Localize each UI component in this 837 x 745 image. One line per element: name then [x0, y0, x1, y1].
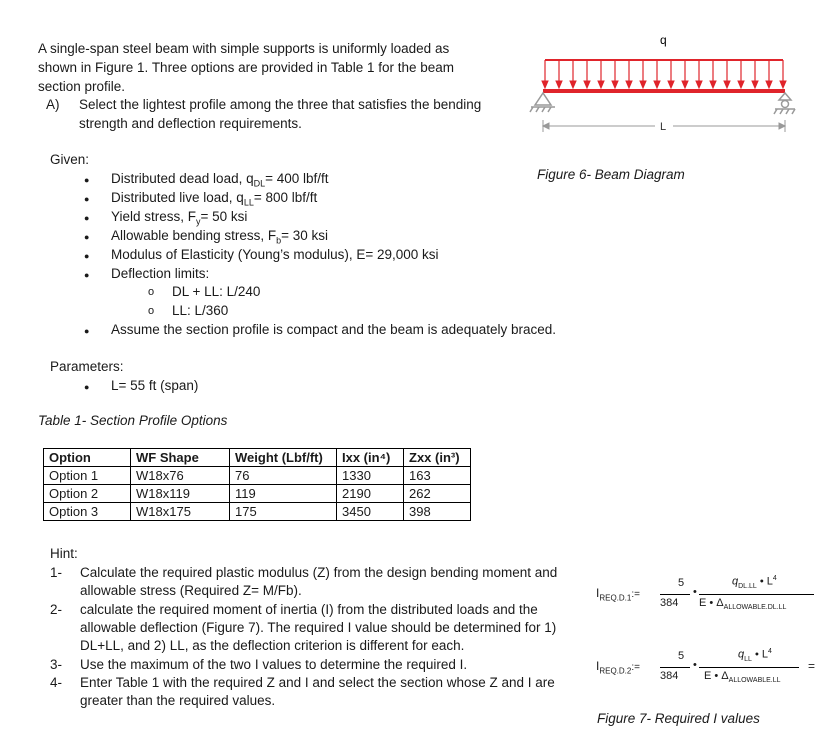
intro-line-2: shown in Figure 1. Three options are provided in Table 1 for the beam: [38, 60, 455, 75]
hint-step-number: 3-: [50, 657, 63, 672]
given-item-e: ● Modulus of Elasticity (Young’s modulus), E= 29,000 ksi: [111, 246, 439, 264]
table-cell: 3450: [337, 503, 404, 521]
load-arrowhead: [724, 81, 730, 88]
table-cell: Option 3: [44, 503, 131, 521]
table-cell: 1330: [337, 467, 404, 485]
load-arrowhead: [542, 81, 548, 88]
intro-line-1: A single-span steel beam with simple supports is uniformly loaded as: [38, 41, 450, 56]
hint-step-line: greater than the required values.: [80, 693, 276, 708]
given-item-deflection: ● Deflection limits:: [111, 265, 209, 283]
load-arrowhead: [710, 81, 716, 88]
eq2-lhs: $I_{REQ.D.2}:=$: [596, 659, 640, 676]
table-cell: 262: [404, 485, 471, 503]
hint-step-line: calculate the required moment of inertia (I) from the distributed loads and the: [80, 602, 538, 617]
table-row: [44, 467, 471, 485]
load-arrowhead: [738, 81, 744, 88]
table-cell: 163: [404, 467, 471, 485]
load-arrowhead: [598, 81, 604, 88]
eq2-bar: [699, 667, 799, 668]
load-arrowhead: [682, 81, 688, 88]
hint-step-line: DL+LL, and 2) LL, as the deflection criterion is different for each.: [80, 638, 465, 653]
load-arrowhead: [780, 81, 786, 88]
given-item-fy: ● Yield stress, $F_y= 50$ ksi: [111, 208, 247, 231]
hint-step-line: Calculate the required plastic modulus (Z) from the design bending moment and: [80, 565, 558, 580]
table-header: Zxx (in³): [404, 449, 471, 467]
hint-step-line: Enter Table 1 with the required Z and I and select the section whose Z and I are: [80, 675, 555, 690]
eq2-coef-num: 5: [678, 650, 685, 662]
parameters-heading: Parameters:: [50, 359, 124, 374]
load-arrowhead: [640, 81, 646, 88]
eq1-coef-bar: [660, 594, 690, 595]
beam: [543, 89, 785, 93]
table-cell: 2190: [337, 485, 404, 503]
load-arrowhead: [696, 81, 702, 88]
table-header: Weight (Lbf/ft): [230, 449, 337, 467]
load-arrowhead: [668, 81, 674, 88]
table-header: Option: [44, 449, 131, 467]
table-header: Ixx (in⁴): [337, 449, 404, 467]
table-header: WF Shape: [131, 449, 230, 467]
table-cell: 175: [230, 503, 337, 521]
pin-support: [530, 93, 555, 112]
table-cell: 119: [230, 485, 337, 503]
given-item-dl: ● Distributed dead load, $q_{DL}= 400$ lbf/ft: [111, 170, 329, 193]
load-arrowhead: [584, 81, 590, 88]
hint-step-line: Use the maximum of the two I values to determine the required I.: [80, 657, 468, 672]
table-cell: W18x119: [131, 485, 230, 503]
load-arrowhead: [556, 81, 562, 88]
intro-line-3: section profile.: [38, 79, 126, 94]
hint-step-line: allowable deflection (Figure 7). The required I value should be determined for 1): [80, 620, 557, 635]
hint-step-number: 1-: [50, 565, 63, 580]
figure7-caption: Figure 7- Required I values: [597, 711, 760, 726]
given-heading: Given:: [50, 152, 90, 167]
load-arrowhead: [612, 81, 618, 88]
load-arrowhead: [626, 81, 632, 88]
table-row: [44, 503, 471, 521]
load-arrowhead: [654, 81, 660, 88]
table-cell: W18x175: [131, 503, 230, 521]
given-item-ll: ● Distributed live load, $q_{LL}= 800$ lbf/ft: [111, 189, 317, 212]
load-label: q: [660, 33, 667, 47]
task-label: A): [46, 97, 60, 112]
hint-step-number: 4-: [50, 675, 63, 690]
figure6-caption: Figure 6- Beam Diagram: [537, 167, 685, 182]
eq1-coef-num: 5: [678, 577, 685, 589]
eq2-num: $q_{LL}$ • $L^4$: [738, 648, 772, 663]
eq2-trail: =: [808, 659, 816, 673]
section-options-table: [43, 448, 471, 521]
roller-support: [774, 93, 795, 114]
load-arrowhead: [752, 81, 758, 88]
eq1-den: E • $\Delta_{ALLOWABLE.DL.LL}$: [699, 597, 787, 612]
table-header-row: [44, 449, 471, 467]
load-arrowhead: [570, 81, 576, 88]
hint-step-number: 2-: [50, 602, 63, 617]
given-subitem-dlll: o DL + LL: L/240: [172, 283, 260, 301]
hint-heading: Hint:: [50, 546, 78, 561]
given-item-fb: ● Allowable bending stress, $F_b= 30$ ksi: [111, 227, 328, 250]
table1-caption: Table 1- Section Profile Options: [38, 413, 228, 428]
equation-2: $I_{REQ.D.2}:=$ 5 384 • $q_{LL}$ • $L^4$ E • $\Delta_{ALLOWABLE.LL}$ =: [596, 648, 816, 685]
task-line-1: Select the lightest profile among the three that satisfies the bending: [79, 97, 482, 112]
task-line-2: strength and deflection requirements.: [79, 116, 302, 131]
table-cell: Option 1: [44, 467, 131, 485]
parameter-span: ● L= 55 ft (span): [111, 377, 198, 395]
beam-diagram: [525, 30, 805, 140]
eq1-lhs: $I_{REQ.D.1}:=$: [596, 586, 640, 603]
span-label: L: [660, 121, 667, 133]
table-cell: 398: [404, 503, 471, 521]
eq2-coef-bar: [660, 667, 690, 668]
eq2-coef-den: 384: [660, 670, 679, 682]
eq1-num: $q_{DL.LL}$ • $L^4$: [732, 575, 777, 590]
table-cell: W18x76: [131, 467, 230, 485]
given-item-assume: ● Assume the section profile is compact and the beam is adequately braced.: [111, 321, 556, 339]
hint-step-line: allowable stress (Required Z= M/Fb).: [80, 583, 302, 598]
equation-1: $I_{REQ.D.1}:=$ 5 384 • $q_{DL.LL}$ • $L^4$ E • $\Delta_{ALLOWABLE.DL.LL}$: [596, 572, 821, 618]
eq1-coef-den: 384: [660, 597, 679, 609]
given-subitem-ll: o LL: L/360: [172, 302, 228, 320]
eq1-bar: [699, 594, 814, 595]
eq2-den: E • $\Delta_{ALLOWABLE.LL}$: [704, 670, 781, 685]
table-cell: 76: [230, 467, 337, 485]
table-row: [44, 485, 471, 503]
table-cell: Option 2: [44, 485, 131, 503]
load-arrowhead: [766, 81, 772, 88]
